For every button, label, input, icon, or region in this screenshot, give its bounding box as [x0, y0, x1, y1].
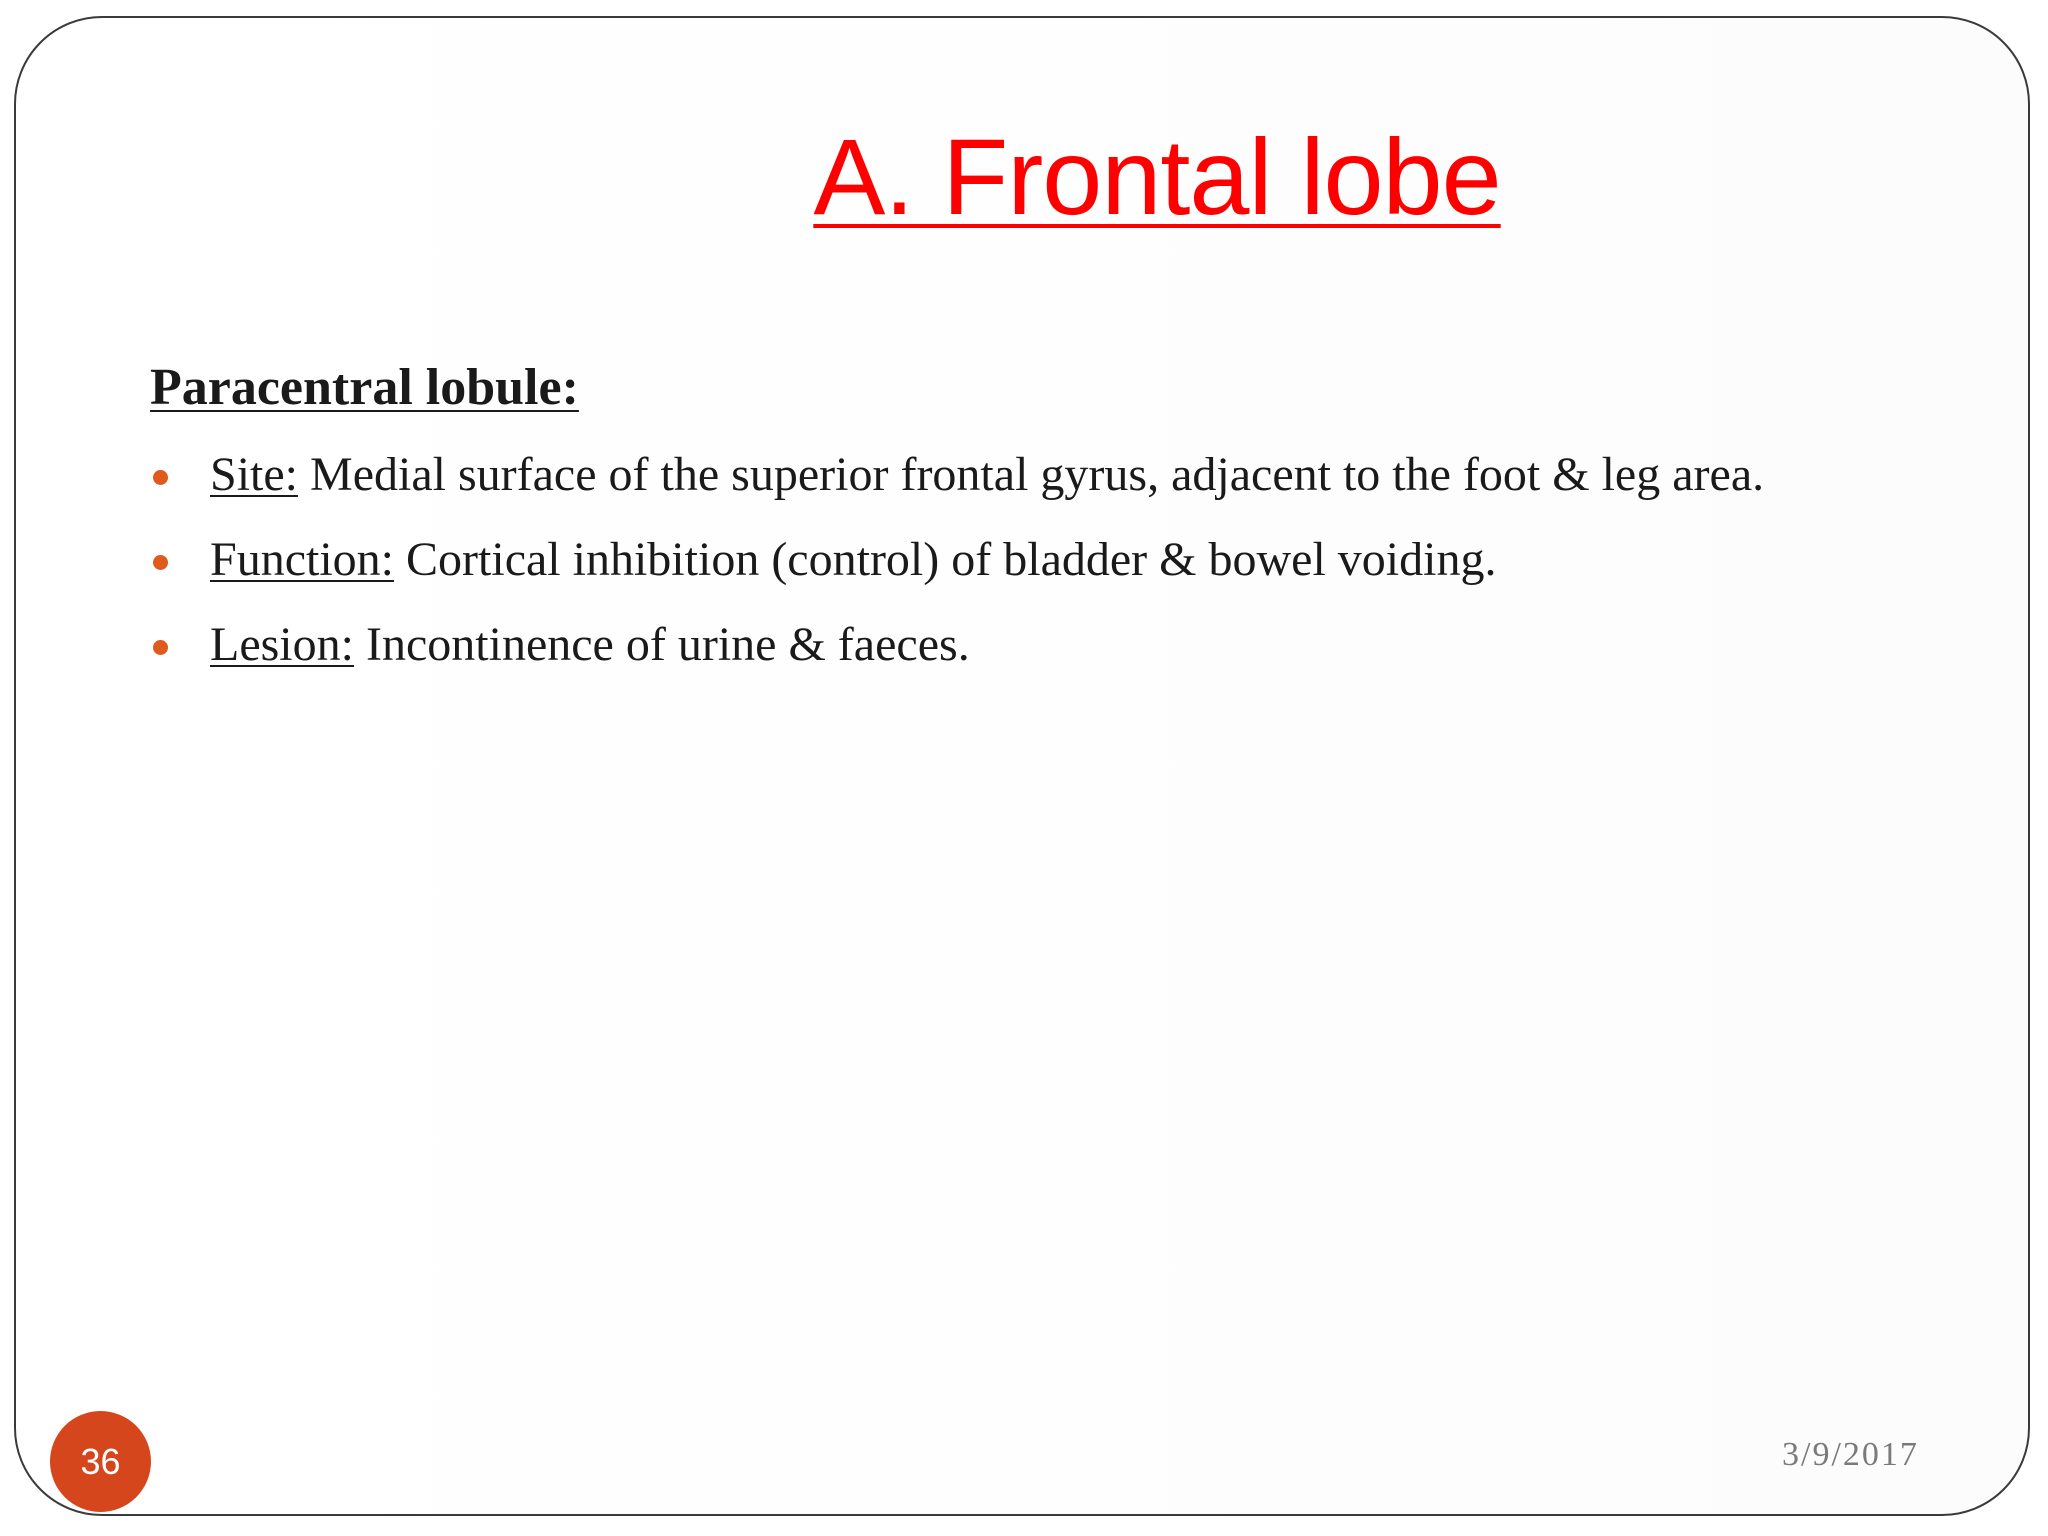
bullet-dot-icon [153, 470, 168, 485]
slide-frame [14, 16, 2030, 1516]
bullet-item-function [150, 529, 1950, 591]
page-number-badge: 36 [50, 1411, 151, 1512]
slide-date: 3/9/2017 [1782, 1436, 1919, 1473]
bullet-dot-icon [153, 640, 168, 655]
bullet-label: Lesion: [210, 618, 354, 672]
bullet-list [150, 444, 1950, 677]
bullet-text: Cortical inhibition (control) of bladder & bowel voiding. [394, 532, 1497, 586]
section-heading: Paracentral lobule: [150, 359, 579, 416]
bullet-item-site [150, 444, 1950, 506]
bullet-label: Site: [210, 447, 299, 501]
bullet-item-lesion [150, 614, 1950, 676]
bullet-text: Medial surface of the superior frontal gyrus, adjacent to the foot & leg area. [298, 447, 1765, 501]
bullet-label: Function: [210, 532, 395, 586]
slide-title: A. Frontal lobe [813, 116, 1501, 237]
slide-content [150, 354, 1950, 700]
bullet-dot-icon [153, 555, 168, 570]
bullet-text: Incontinence of urine & faeces. [353, 618, 970, 672]
